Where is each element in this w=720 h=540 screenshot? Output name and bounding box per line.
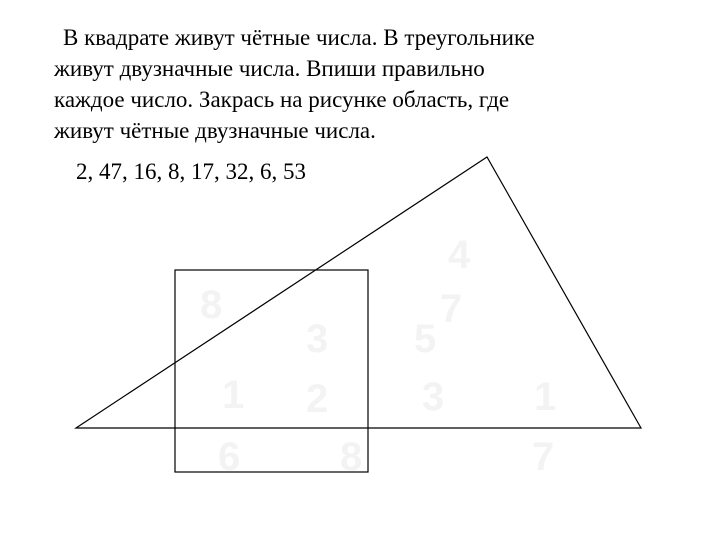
ghost-glyph: 4 <box>448 233 471 277</box>
task-line-4: живут чётные двузначные числа. <box>54 118 376 143</box>
ghost-glyph: 3 <box>306 317 329 361</box>
ghost-glyph: 5 <box>414 317 437 361</box>
ghost-glyph: 7 <box>440 287 463 331</box>
ghost-glyph: 7 <box>532 435 555 479</box>
number-list: 2, 47, 16, 8, 17, 32, 6, 53 <box>76 159 306 184</box>
ghost-glyph: 8 <box>200 283 223 327</box>
ghost-glyph: 8 <box>340 435 363 479</box>
task-line-2: живут двузначные числа. Впиши правильно <box>54 56 485 81</box>
ghost-glyph: 1 <box>222 373 245 417</box>
ghost-glyph: 6 <box>218 435 241 479</box>
ghost-glyph: 1 <box>534 375 557 419</box>
triangle-shape <box>76 157 641 428</box>
task-line-1: В квадрате живут чётные числа. В треугольнике <box>63 25 535 50</box>
task-line-3: каждое число. Закрась на рисунке область, где <box>54 87 510 112</box>
ghost-glyph: 3 <box>422 375 445 419</box>
ghost-glyph: 2 <box>306 377 329 421</box>
